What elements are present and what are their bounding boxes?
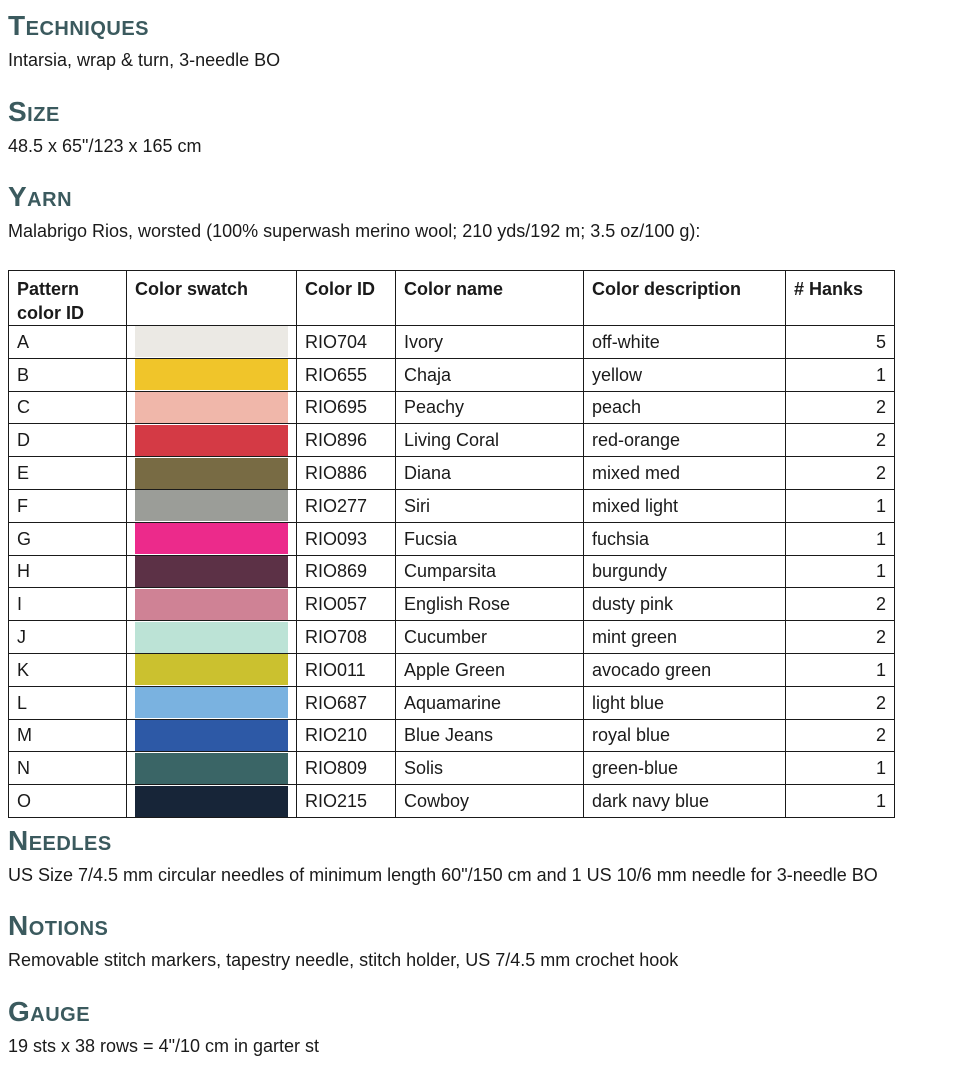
gauge-heading: Gauge (8, 996, 91, 1027)
cell-hanks: 1 (786, 555, 895, 588)
cell-hanks: 1 (786, 752, 895, 785)
header-color-swatch: Color swatch (127, 271, 297, 326)
table-row (9, 752, 895, 785)
cell-color-id: RIO704 (297, 326, 396, 359)
table-row (9, 588, 895, 621)
needles-section (8, 825, 878, 887)
cell-color-description: dark navy blue (584, 785, 786, 818)
color-swatch-fill (135, 687, 288, 718)
yarn-color-table (8, 270, 895, 818)
cell-color-id: RIO695 (297, 391, 396, 424)
size-heading: Size (8, 96, 60, 127)
yarn-text: Malabrigo Rios, worsted (100% superwash merino wool; 210 yds/192 m; 3.5 oz/100 g): (8, 221, 701, 241)
cell-color-swatch (127, 555, 297, 588)
cell-pattern-color-id: C (9, 391, 127, 424)
cell-color-description: mint green (584, 621, 786, 654)
color-swatch-fill (135, 654, 288, 685)
color-swatch-fill (135, 490, 288, 521)
color-swatch-fill (135, 458, 288, 489)
cell-hanks: 2 (786, 588, 895, 621)
notions-heading: Notions (8, 910, 109, 941)
cell-color-name: Chaja (396, 358, 584, 391)
cell-color-swatch (127, 358, 297, 391)
yarn-section (8, 181, 700, 243)
table-row (9, 785, 895, 818)
cell-pattern-color-id: F (9, 489, 127, 522)
needles-text: US Size 7/4.5 mm circular needles of minimum length 60"/150 cm and 1 US 10/6 mm needle for 3-needle BO (8, 865, 878, 885)
cell-color-description: avocado green (584, 653, 786, 686)
techniques-section (8, 10, 280, 72)
cell-color-id: RIO210 (297, 719, 396, 752)
cell-color-description: red-orange (584, 424, 786, 457)
table-row (9, 489, 895, 522)
cell-color-swatch (127, 719, 297, 752)
cell-color-swatch (127, 424, 297, 457)
cell-color-swatch (127, 653, 297, 686)
table-row (9, 555, 895, 588)
notions-section (8, 910, 678, 972)
color-swatch-fill (135, 556, 288, 587)
cell-pattern-color-id: H (9, 555, 127, 588)
cell-color-name: Cumparsita (396, 555, 584, 588)
table-row (9, 653, 895, 686)
cell-hanks: 1 (786, 489, 895, 522)
cell-color-description: mixed med (584, 457, 786, 490)
cell-color-swatch (127, 588, 297, 621)
cell-color-swatch (127, 457, 297, 490)
cell-color-name: Aquamarine (396, 686, 584, 719)
cell-color-description: mixed light (584, 489, 786, 522)
color-swatch-fill (135, 425, 288, 456)
cell-hanks: 1 (786, 785, 895, 818)
cell-color-swatch (127, 785, 297, 818)
cell-color-id: RIO886 (297, 457, 396, 490)
needles-heading: Needles (8, 825, 112, 856)
cell-color-id: RIO896 (297, 424, 396, 457)
table-row (9, 358, 895, 391)
header-color-description: Color description (584, 271, 786, 326)
cell-pattern-color-id: M (9, 719, 127, 752)
cell-color-swatch (127, 752, 297, 785)
cell-color-description: light blue (584, 686, 786, 719)
size-text: 48.5 x 65"/123 x 165 cm (8, 136, 202, 156)
table-row (9, 686, 895, 719)
cell-hanks: 2 (786, 457, 895, 490)
cell-color-id: RIO057 (297, 588, 396, 621)
cell-pattern-color-id: B (9, 358, 127, 391)
cell-hanks: 2 (786, 391, 895, 424)
color-swatch-fill (135, 523, 288, 554)
color-swatch-fill (135, 326, 288, 357)
table-row (9, 457, 895, 490)
table-header-row (9, 271, 895, 326)
cell-hanks: 1 (786, 522, 895, 555)
color-swatch-fill (135, 720, 288, 751)
color-swatch-fill (135, 753, 288, 784)
cell-color-name: Solis (396, 752, 584, 785)
cell-hanks: 2 (786, 719, 895, 752)
header-color-name: Color name (396, 271, 584, 326)
cell-hanks: 5 (786, 326, 895, 359)
cell-color-name: Diana (396, 457, 584, 490)
color-swatch-fill (135, 589, 288, 620)
cell-color-swatch (127, 621, 297, 654)
cell-color-description: green-blue (584, 752, 786, 785)
cell-color-name: Ivory (396, 326, 584, 359)
color-swatch-fill (135, 622, 288, 653)
color-swatch-fill (135, 359, 288, 390)
gauge-text: 19 sts x 38 rows = 4"/10 cm in garter st (8, 1036, 320, 1056)
cell-hanks: 1 (786, 358, 895, 391)
cell-pattern-color-id: I (9, 588, 127, 621)
header-hanks: # Hanks (786, 271, 895, 326)
cell-hanks: 2 (786, 621, 895, 654)
cell-color-description: fuchsia (584, 522, 786, 555)
cell-pattern-color-id: G (9, 522, 127, 555)
cell-color-id: RIO687 (297, 686, 396, 719)
cell-color-swatch (127, 522, 297, 555)
size-section (8, 96, 202, 158)
cell-pattern-color-id: J (9, 621, 127, 654)
cell-pattern-color-id: A (9, 326, 127, 359)
cell-color-id: RIO277 (297, 489, 396, 522)
cell-color-description: royal blue (584, 719, 786, 752)
cell-color-swatch (127, 391, 297, 424)
table-row (9, 391, 895, 424)
table-row (9, 719, 895, 752)
cell-color-name: Blue Jeans (396, 719, 584, 752)
cell-hanks: 2 (786, 686, 895, 719)
table-row (9, 326, 895, 359)
cell-color-name: Peachy (396, 391, 584, 424)
cell-color-description: peach (584, 391, 786, 424)
techniques-text: Intarsia, wrap & turn, 3-needle BO (8, 50, 281, 70)
header-color-id: Color ID (297, 271, 396, 326)
color-swatch-fill (135, 392, 288, 423)
cell-color-swatch (127, 489, 297, 522)
cell-hanks: 1 (786, 653, 895, 686)
cell-color-name: Cucumber (396, 621, 584, 654)
cell-color-description: burgundy (584, 555, 786, 588)
cell-color-id: RIO708 (297, 621, 396, 654)
cell-color-description: yellow (584, 358, 786, 391)
cell-color-swatch (127, 686, 297, 719)
cell-pattern-color-id: D (9, 424, 127, 457)
table-row (9, 424, 895, 457)
cell-color-name: English Rose (396, 588, 584, 621)
cell-color-name: Siri (396, 489, 584, 522)
cell-pattern-color-id: K (9, 653, 127, 686)
notions-text: Removable stitch markers, tapestry needle, stitch holder, US 7/4.5 mm crochet hook (8, 950, 679, 970)
cell-hanks: 2 (786, 424, 895, 457)
gauge-section (8, 996, 319, 1058)
cell-pattern-color-id: O (9, 785, 127, 818)
cell-color-name: Apple Green (396, 653, 584, 686)
cell-color-name: Fucsia (396, 522, 584, 555)
table-row (9, 522, 895, 555)
techniques-heading: Techniques (8, 10, 150, 41)
cell-pattern-color-id: N (9, 752, 127, 785)
cell-color-id: RIO869 (297, 555, 396, 588)
cell-pattern-color-id: E (9, 457, 127, 490)
header-pattern-color-id: Pattern color ID (9, 271, 127, 326)
cell-color-name: Living Coral (396, 424, 584, 457)
cell-color-id: RIO809 (297, 752, 396, 785)
cell-color-description: dusty pink (584, 588, 786, 621)
yarn-heading: Yarn (8, 181, 73, 212)
color-swatch-fill (135, 786, 288, 817)
cell-pattern-color-id: L (9, 686, 127, 719)
cell-color-name: Cowboy (396, 785, 584, 818)
cell-color-id: RIO215 (297, 785, 396, 818)
cell-color-swatch (127, 326, 297, 359)
cell-color-id: RIO093 (297, 522, 396, 555)
cell-color-id: RIO011 (297, 653, 396, 686)
cell-color-description: off-white (584, 326, 786, 359)
table-row (9, 621, 895, 654)
cell-color-id: RIO655 (297, 358, 396, 391)
